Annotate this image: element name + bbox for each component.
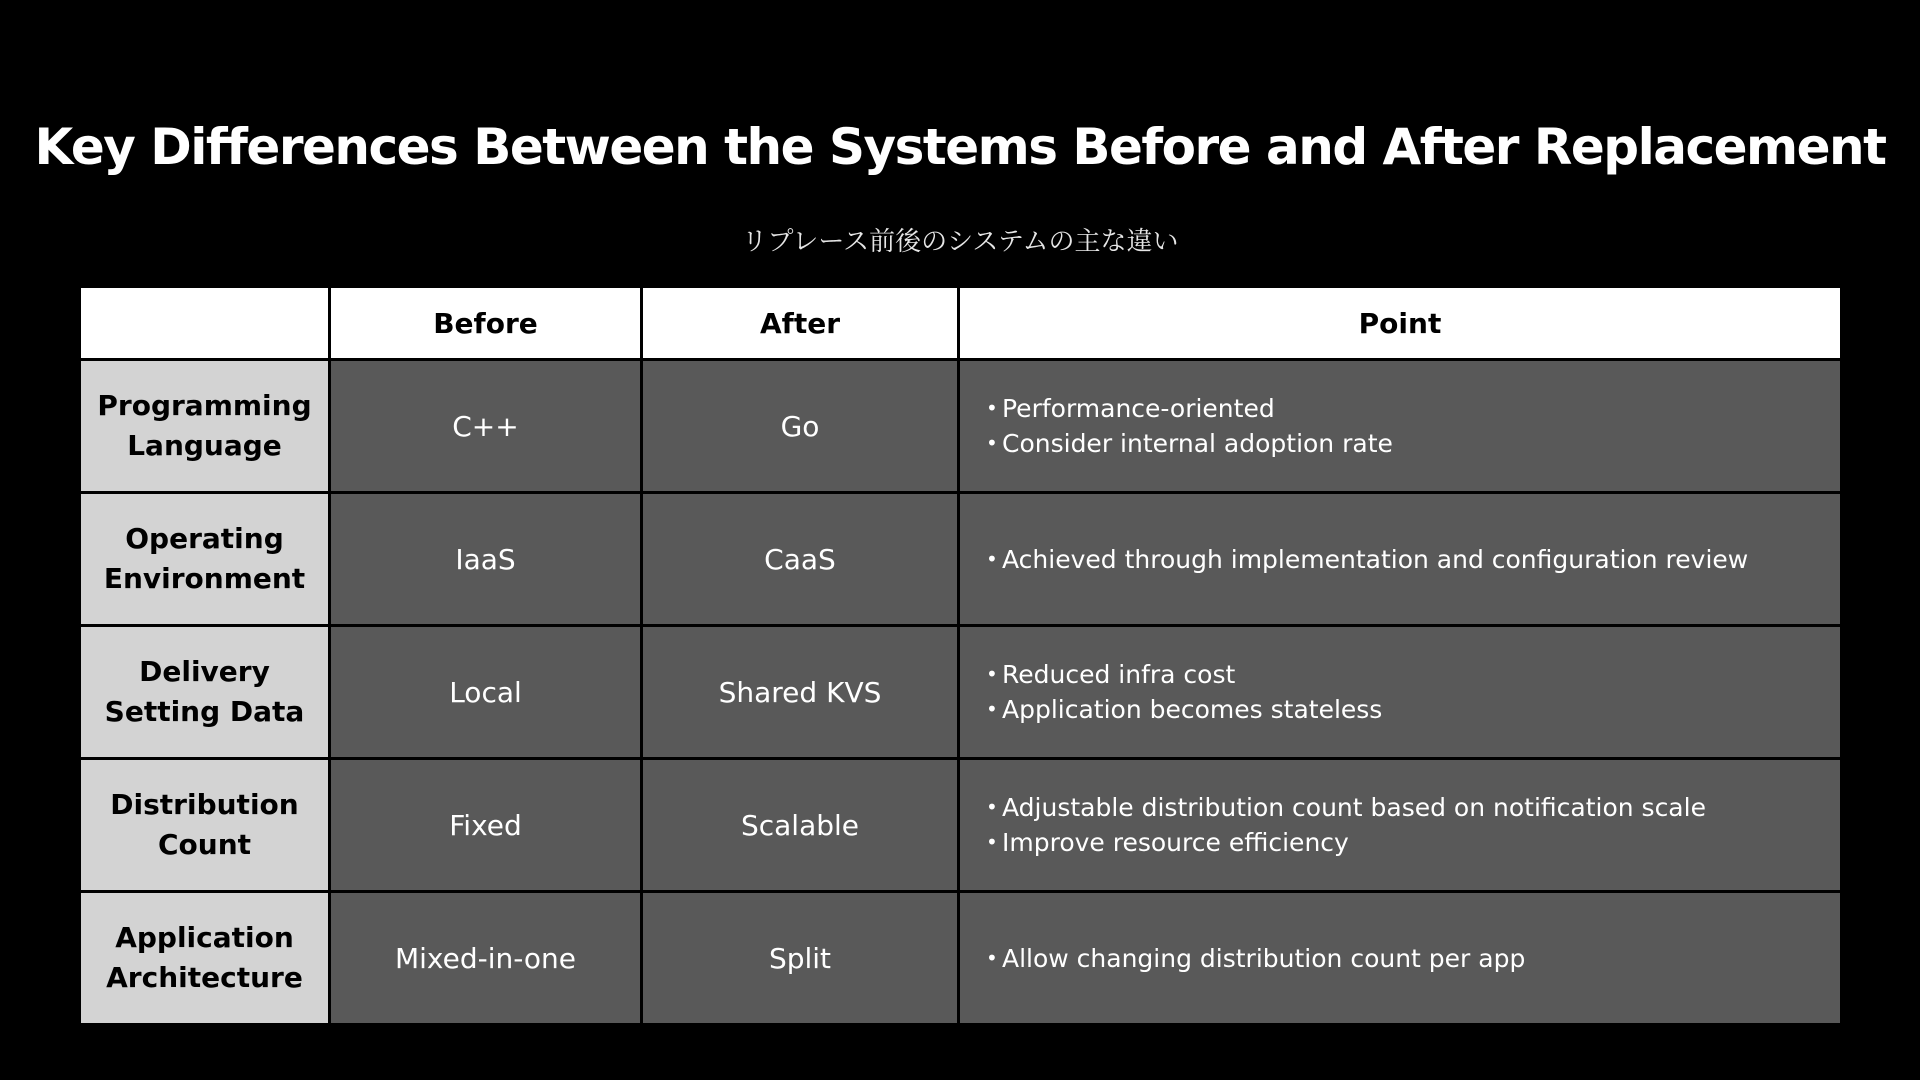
point-item: • Improve resource efficiency	[986, 825, 1840, 860]
point-list	[986, 542, 1840, 577]
point-item: • Reduced infra cost	[986, 657, 1840, 692]
point-item: • Allow changing distribution count per app	[986, 941, 1840, 976]
point-cell	[959, 759, 1842, 892]
point-list	[986, 941, 1840, 976]
point-item: • Application becomes stateless	[986, 692, 1840, 727]
point-list	[986, 391, 1840, 461]
table-row	[80, 626, 1842, 759]
comparison-table	[78, 285, 1843, 1026]
point-cell	[959, 493, 1842, 626]
point-cell	[959, 626, 1842, 759]
point-item: • Adjustable distribution count based on notification scale	[986, 790, 1840, 825]
row-label: Distribution Count	[80, 759, 330, 892]
after-value: Scalable	[642, 759, 959, 892]
after-value: Shared KVS	[642, 626, 959, 759]
before-value: Local	[330, 626, 642, 759]
header-corner-cell	[80, 287, 330, 360]
table-row	[80, 892, 1842, 1025]
row-label: Operating Environment	[80, 493, 330, 626]
table-row	[80, 360, 1842, 493]
before-value: IaaS	[330, 493, 642, 626]
point-item: • Performance-oriented	[986, 391, 1840, 426]
point-item: • Achieved through implementation and configuration review	[986, 542, 1840, 577]
before-value: Fixed	[330, 759, 642, 892]
point-item: • Consider internal adoption rate	[986, 426, 1840, 461]
row-label: Application Architecture	[80, 892, 330, 1025]
table-row	[80, 493, 1842, 626]
point-list	[986, 657, 1840, 727]
after-value: Split	[642, 892, 959, 1025]
before-value: C++	[330, 360, 642, 493]
row-label: Delivery Setting Data	[80, 626, 330, 759]
header-before: Before	[330, 287, 642, 360]
header-after: After	[642, 287, 959, 360]
header-point: Point	[959, 287, 1842, 360]
point-list	[986, 790, 1840, 860]
table-header-row	[80, 287, 1842, 360]
point-cell	[959, 360, 1842, 493]
table-row	[80, 759, 1842, 892]
before-value: Mixed-in-one	[330, 892, 642, 1025]
row-label: Programming Language	[80, 360, 330, 493]
slide-subtitle: リプレース前後のシステムの主な違い	[741, 227, 1179, 257]
point-cell	[959, 892, 1842, 1025]
slide-title: Key Differences Between the Systems Before and After Replacement	[34, 118, 1886, 176]
after-value: Go	[642, 360, 959, 493]
after-value: CaaS	[642, 493, 959, 626]
